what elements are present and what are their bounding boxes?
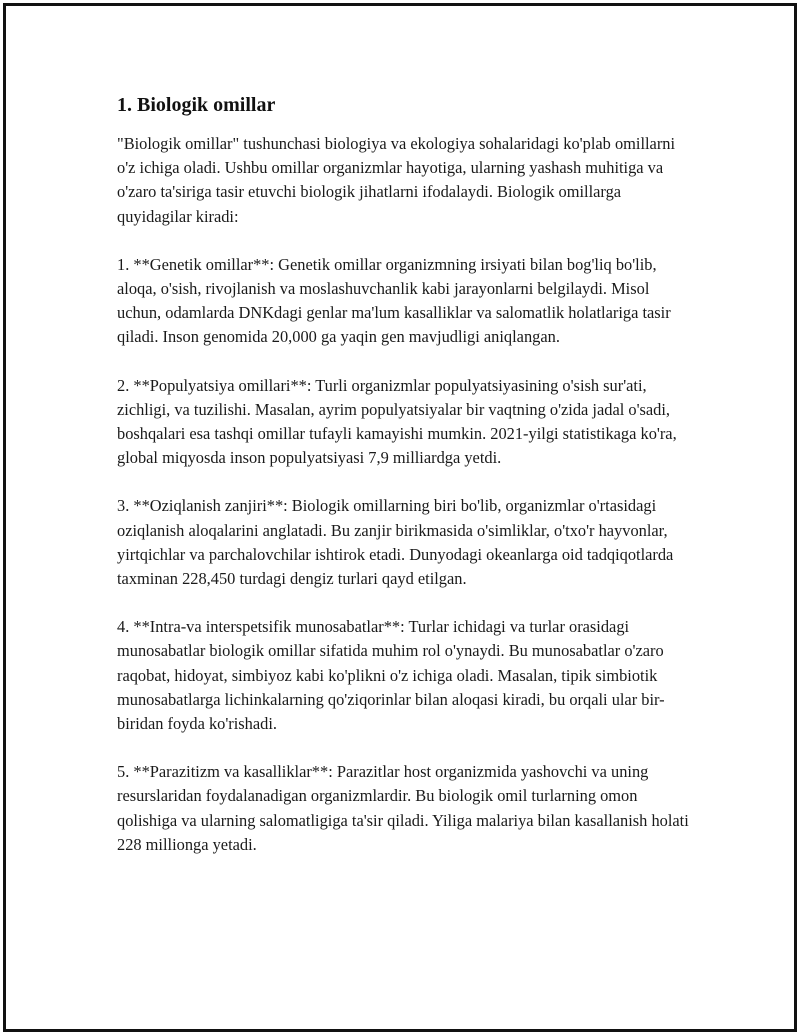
food-chain-paragraph: 3. **Oziqlanish zanjiri**: Biologik omillarning biri bo'lib, organizmlar o'rtasidagi oziqlanish aloqalarini anglatadi. Bu zanjir birikmasida o'simliklar, o'txo'r hayvonlar, yirtqichlar va parchalovchilar ishtirok etadi. Dunyodagi okeanlarga oid tadqiqotlarda taxminan 228,450 turdagi dengiz turlari qayd etilgan.: [117, 496, 674, 589]
intro-paragraph: "Biologik omillar" tushunchasi biologiya va ekologiya sohalaridagi ko'plab omillarni o'z ichiga oladi. Ushbu omillar organizmlar hayotiga, ularning yashash muhitiga va o'zaro ta'siriga tasir etuvchi biologik jihatlarni ifodalaydi. Biologik omillarga quyidagilar kiradi:: [117, 134, 676, 226]
species-relations-paragraph: 4. **Intra-va interspetsifik munosabatlar**: Turlar ichidagi va turlar orasidagi munosabatlar biologik omillar sifatida muhim rol o'ynaydi. Bu munosabatlar o'zaro raqobat, hidoyat, simbiyoz kabi ko'plikni o'z ichiga oladi. Masalan, tipik simbiotik munosabatlarga lichinkalarning qo'ziqorinlar bilan aloqasi kiradi, bu orqali ular bir-biridan foyda ko'rishadi.: [117, 617, 665, 734]
genetic-factors-paragraph: 1. **Genetik omillar**: Genetik omillar organizmning irsiyati bilan bog'liq bo'lib, aloqa, o'sish, rivojlanish va moslashuvchanlik kabi jarayonlarni belgilaydi. Misol uchun, odamlarda DNKdagi genlar ma'lum kasalliklar va salomatlik holatlariga tasir qiladi. Inson genomida 20,000 ga yaqin gen mavjudligi aniqlangan.: [117, 254, 671, 347]
parasitism-paragraph: 5. **Parazitizm va kasalliklar**: Parazitlar host organizmida yashovchi va uning resurslaridan foydalanadigan organizmlardir. Bu biologik omil turlarning omon qolishiga va ularning salomatligiga ta'sir qiladi. Yiliga malariya bilan kasallanish holati 228 millionga yetadi.: [117, 762, 689, 854]
section-heading: 1. Biologik omillar: [117, 94, 276, 116]
population-factors-paragraph: 2. **Populyatsiya omillari**: Turli organizmlar populyatsiyasining o'sish sur'ati, zichligi, va tuzilishi. Masalan, ayrim populyatsiyalar bir vaqtning o'zida jadal o'sadi, boshqalari esa tashqi omillar tufayli kamayishi mumkin. 2021-yilgi statistikaga ko'ra, global miqyosda inson populyatsiyasi 7,9 milliardga yetdi.: [117, 375, 677, 468]
document-body: [117, 92, 692, 881]
